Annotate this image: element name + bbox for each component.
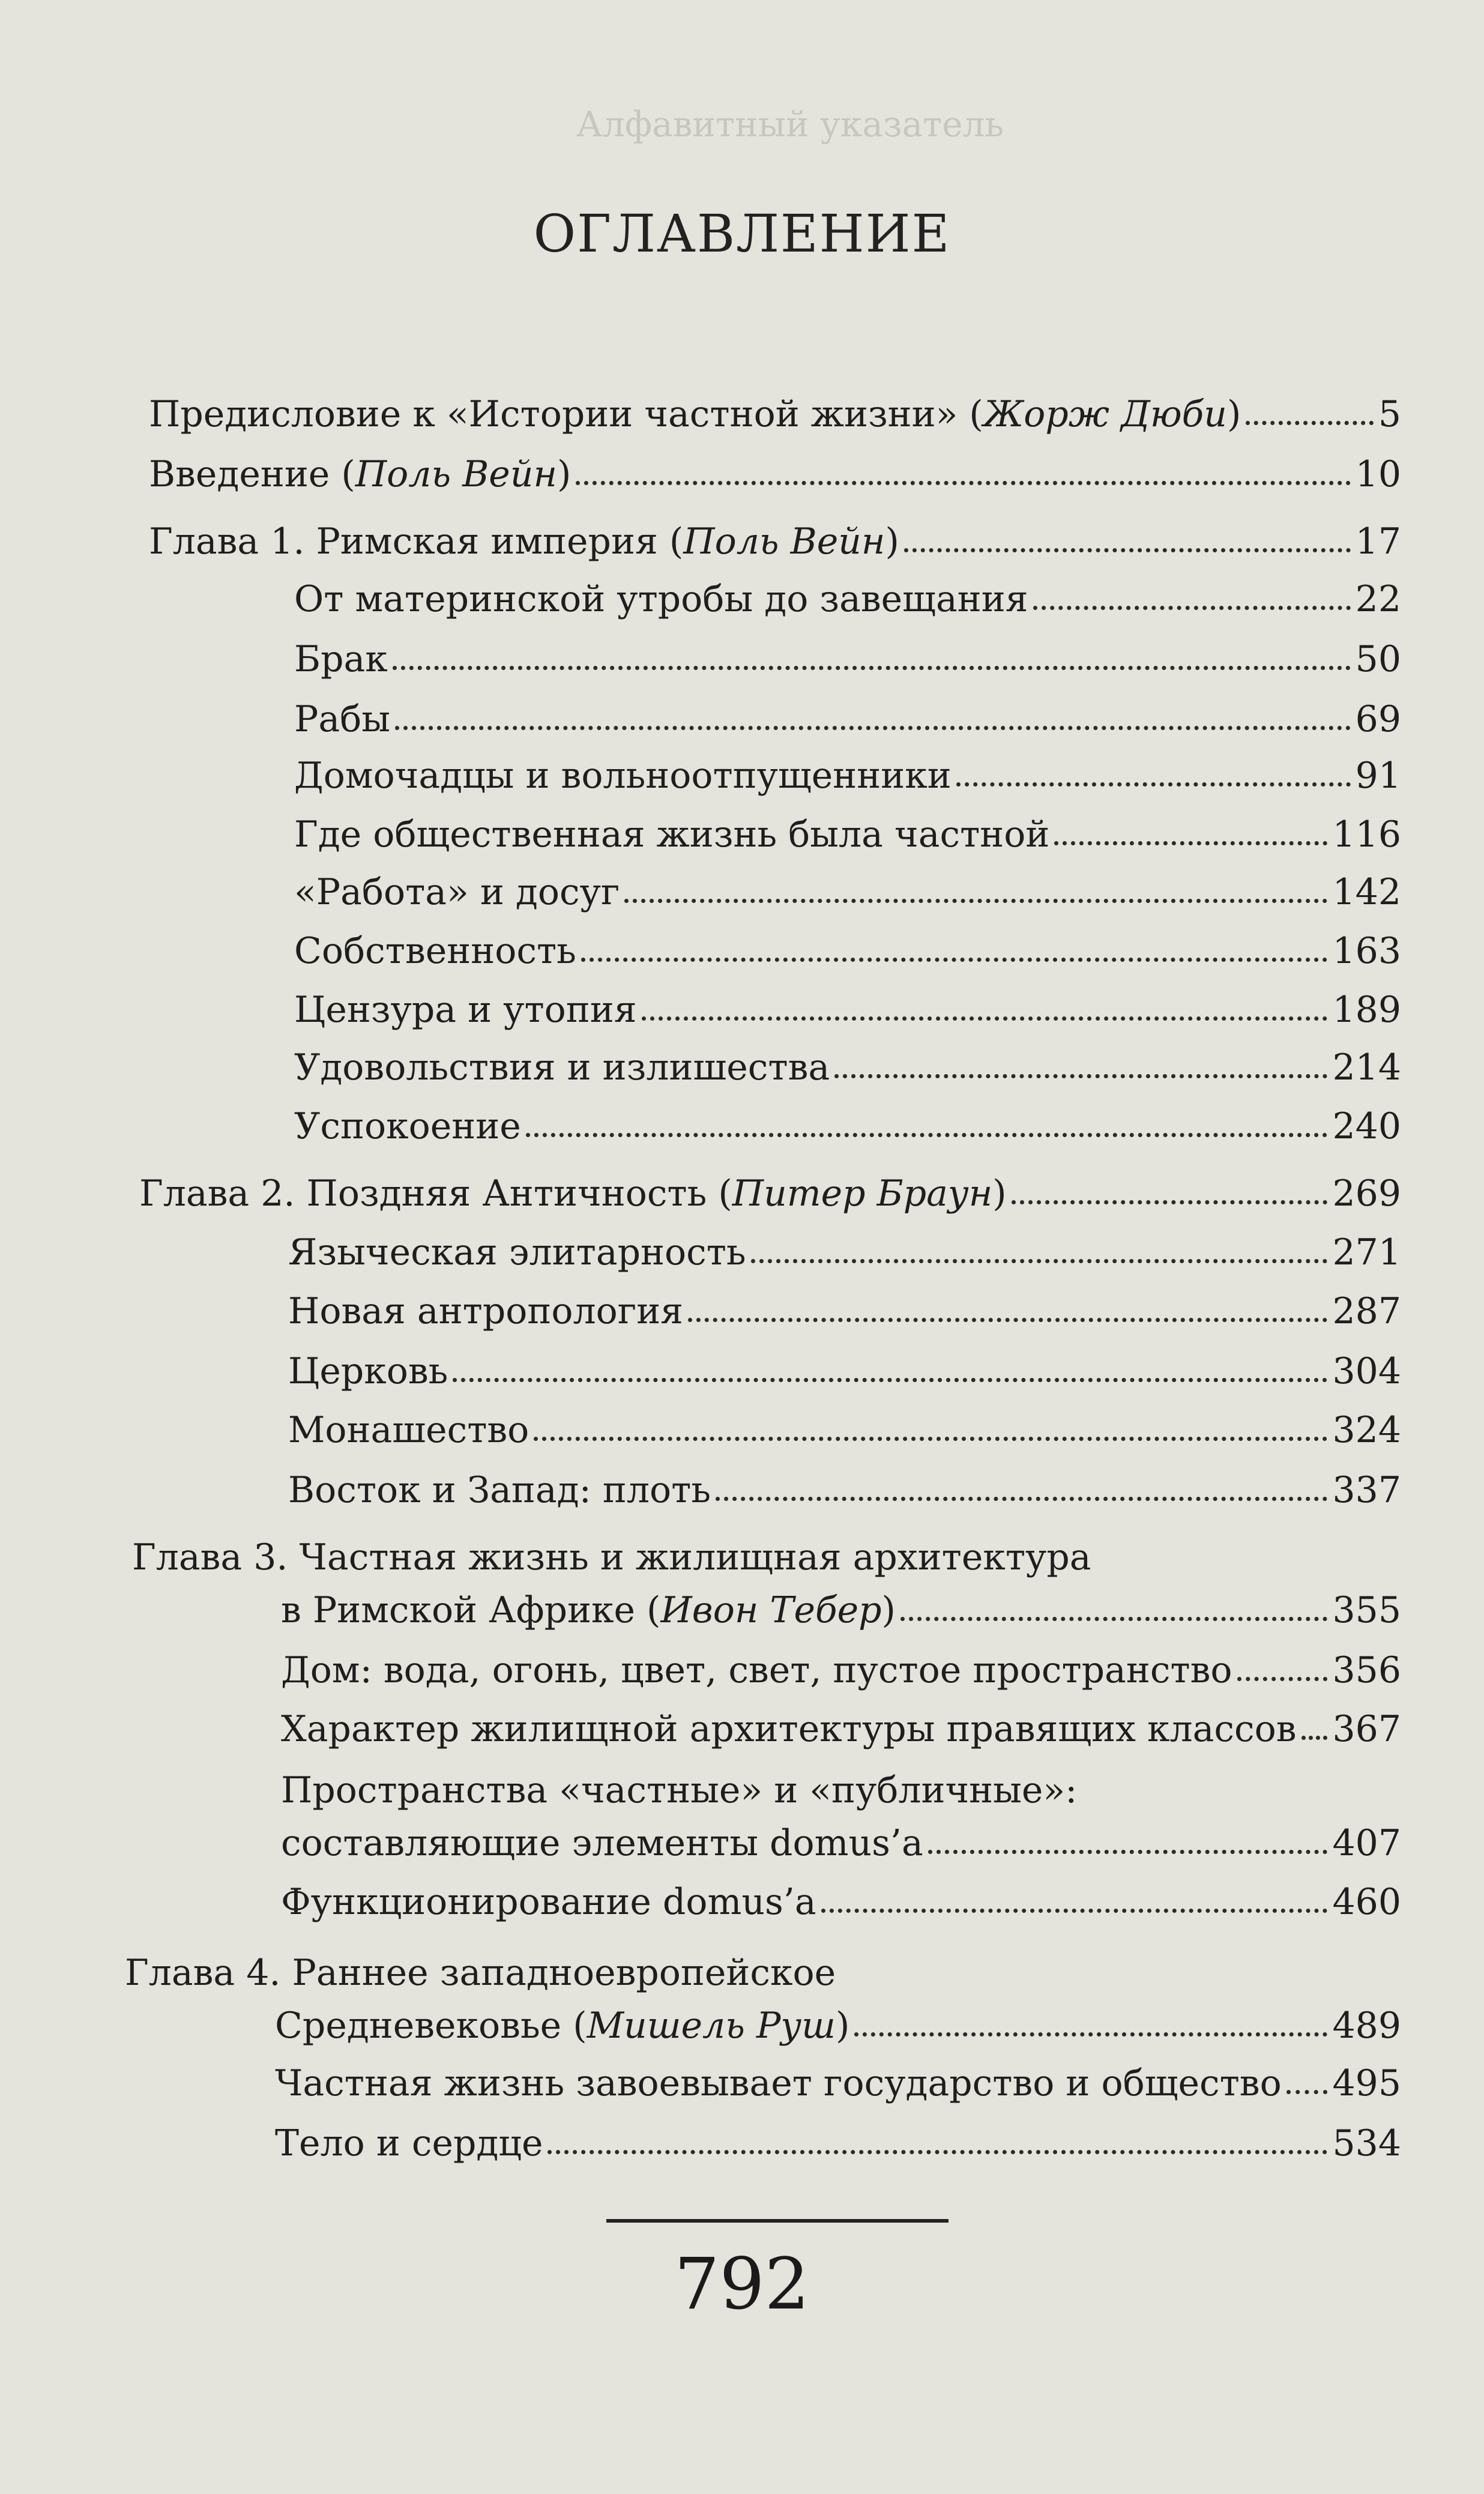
page-title: ОГЛАВЛЕНИЕ bbox=[533, 204, 951, 264]
toc-page-number: 534 bbox=[1332, 2122, 1401, 2164]
toc-page-number: 163 bbox=[1332, 930, 1401, 972]
leader-dots bbox=[576, 481, 1350, 485]
toc-page-number: 489 bbox=[1332, 2005, 1401, 2047]
leader-dots bbox=[1054, 841, 1327, 845]
leader-dots bbox=[716, 1497, 1327, 1501]
toc-section: Цензура и утопия 189 bbox=[294, 989, 1401, 1031]
toc-page-number: 355 bbox=[1332, 1589, 1401, 1631]
toc-section: Тело и сердце 534 bbox=[275, 2122, 1401, 2164]
leader-dots bbox=[547, 2150, 1327, 2154]
toc-page-number: 116 bbox=[1332, 814, 1401, 856]
toc-page-number: 5 bbox=[1378, 393, 1401, 435]
leader-dots bbox=[1237, 1677, 1328, 1681]
leader-dots bbox=[1012, 1200, 1328, 1204]
leader-dots bbox=[581, 958, 1328, 962]
toc-page-number: 22 bbox=[1355, 578, 1401, 620]
toc-section: Рабы 69 bbox=[294, 698, 1401, 740]
toc-page-number: 50 bbox=[1355, 638, 1401, 680]
leader-dots bbox=[393, 666, 1351, 670]
leader-dots bbox=[1033, 606, 1351, 610]
toc-chapter: в Римской Африке (Ивон Тебер) 355 bbox=[281, 1589, 1401, 1631]
toc-page-number: 69 bbox=[1355, 698, 1401, 740]
toc-section: Брак 50 bbox=[294, 638, 1401, 680]
leader-dots bbox=[453, 1378, 1327, 1382]
toc-section: Удовольствия и излишества 214 bbox=[294, 1046, 1401, 1088]
leader-dots bbox=[928, 1850, 1328, 1854]
toc-section: Частная жизнь завоевывает государство и общество 495 bbox=[275, 2062, 1401, 2104]
leader-dots bbox=[688, 1318, 1327, 1322]
toc-section: Функционирование domus’a 460 bbox=[281, 1881, 1401, 1923]
leader-dots bbox=[1302, 1736, 1328, 1740]
toc-section: От материнской утробы до завещания 22 bbox=[294, 578, 1401, 620]
toc-page-number: 17 bbox=[1355, 521, 1401, 563]
leader-dots bbox=[821, 1909, 1328, 1913]
toc-section: Успокоение 240 bbox=[294, 1105, 1401, 1147]
leader-dots bbox=[395, 726, 1351, 730]
toc-section: Церковь 304 bbox=[288, 1350, 1401, 1392]
leader-dots bbox=[900, 1617, 1328, 1621]
toc-page-number: 189 bbox=[1332, 989, 1401, 1031]
page-number: 792 bbox=[674, 2242, 810, 2325]
leader-dots bbox=[1286, 2090, 1328, 2094]
bleed-through-header: Алфавитный указатель bbox=[576, 104, 1004, 145]
toc-page-number: 495 bbox=[1332, 2062, 1401, 2104]
leader-dots bbox=[834, 1074, 1327, 1078]
toc-section-line1: Пространства «частные» и «публичные»: bbox=[281, 1769, 1078, 1811]
toc-section: Дом: вода, огонь, цвет, свет, пустое пространство 356 bbox=[281, 1649, 1401, 1691]
toc-section: Языческая элитарность 271 bbox=[288, 1231, 1401, 1273]
toc-section: Монашество 324 bbox=[288, 1409, 1401, 1451]
toc-section: Где общественная жизнь была частной 116 bbox=[294, 814, 1401, 856]
leader-dots bbox=[624, 899, 1327, 903]
toc-page-number: 287 bbox=[1332, 1290, 1401, 1332]
toc-entry: Предисловие к «Истории частной жизни» (Жорж Дюби) 5 bbox=[149, 393, 1401, 435]
toc-section: Восток и Запад: плоть 337 bbox=[288, 1469, 1401, 1511]
toc-chapter: Глава 2. Поздняя Античность (Питер Браун) 269 bbox=[139, 1173, 1401, 1215]
toc-page-number: 367 bbox=[1332, 1708, 1401, 1750]
toc-section: Домочадцы и вольноотпущенники 91 bbox=[294, 755, 1401, 797]
toc-section: составляющие элементы domus’a 407 bbox=[281, 1822, 1401, 1864]
toc-section: Собственность 163 bbox=[294, 930, 1401, 972]
leader-dots bbox=[526, 1133, 1328, 1137]
toc-page-number: 10 bbox=[1355, 453, 1401, 495]
toc-page-number: 324 bbox=[1332, 1409, 1401, 1451]
toc-page-number: 214 bbox=[1332, 1046, 1401, 1088]
toc-section: Характер жилищной архитектуры правящих классов 367 bbox=[281, 1708, 1401, 1750]
toc-page-number: 269 bbox=[1332, 1173, 1401, 1215]
toc-page-number: 142 bbox=[1332, 871, 1401, 913]
toc-page-number: 91 bbox=[1355, 755, 1401, 797]
toc-chapter-line1: Глава 3. Частная жизнь и жилищная архитектура bbox=[132, 1536, 1091, 1578]
toc-section: Новая антропология 287 bbox=[288, 1290, 1401, 1332]
toc-page-number: 240 bbox=[1332, 1105, 1401, 1147]
toc-entry: Введение (Поль Вейн) 10 bbox=[149, 453, 1401, 495]
toc-chapter: Средневековье (Мишель Руш) 489 bbox=[275, 2005, 1401, 2047]
toc-chapter: Глава 1. Римская империя (Поль Вейн) 17 bbox=[149, 521, 1401, 563]
leader-dots bbox=[956, 782, 1351, 787]
toc-page-number: 356 bbox=[1332, 1649, 1401, 1691]
leader-dots bbox=[751, 1259, 1328, 1263]
toc-page-number: 304 bbox=[1332, 1350, 1401, 1392]
leader-dots bbox=[854, 2032, 1327, 2037]
leader-dots bbox=[904, 548, 1351, 552]
toc-page-number: 337 bbox=[1332, 1469, 1401, 1511]
leader-dots bbox=[1246, 421, 1373, 425]
page-number-rule bbox=[606, 2219, 949, 2223]
leader-dots bbox=[642, 1016, 1328, 1021]
toc-section: «Работа» и досуг 142 bbox=[294, 871, 1401, 913]
toc-page-number: 460 bbox=[1332, 1881, 1401, 1923]
toc-page-number: 407 bbox=[1332, 1822, 1401, 1864]
leader-dots bbox=[534, 1437, 1327, 1441]
toc-chapter-line1: Глава 4. Раннее западноевропейское bbox=[125, 1952, 836, 1994]
toc-page-number: 271 bbox=[1332, 1231, 1401, 1273]
